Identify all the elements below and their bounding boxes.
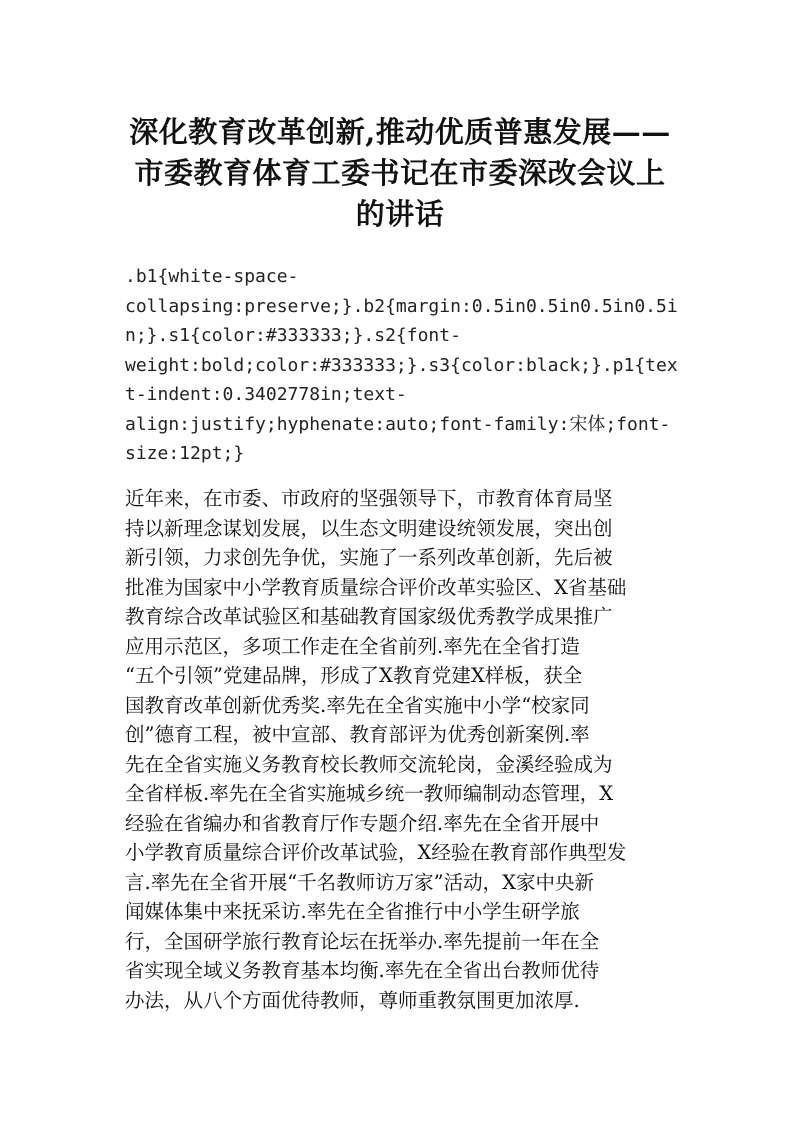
css-line: weight:bold;color:#333333;}.s3{color:black;}.p1{tex	[125, 354, 678, 376]
paragraph-line: 省实现全域义务教育基本均衡.率先在全省出台教师优待	[125, 959, 600, 982]
paragraph-line: 先在全省实施义务教育校长教师交流轮岗，金溪经验成为	[125, 752, 613, 776]
paragraph-line: 行，全国研学旅行教育论坛在抚举办.率先提前一年在全	[125, 929, 600, 953]
title-line: 的讲话	[355, 197, 445, 231]
title-line: 深化教育改革创新,推动优质普惠发展——	[129, 115, 671, 149]
paragraph-line: 批准为国家中小学教育质量综合评价改革实验区、X省基础	[125, 575, 627, 599]
paragraph-line: 持以新理念谋划发展，以生态文明建设统领发展，突出创	[125, 516, 613, 540]
paragraph-line: 经验在省编办和省教育厅作专题介绍.率先在全省开展中	[125, 811, 600, 835]
paragraph-line: “五个引领”党建品牌，形成了X教育党建X样板，获全	[125, 664, 583, 687]
paragraph-line: 国教育改革创新优秀奖.率先在全省实施中小学“校家同	[125, 693, 590, 717]
css-line: collapsing:preserve;}.b2{margin:0.5in0.5in0.5in0.5i	[125, 295, 678, 317]
document-title	[100, 112, 700, 235]
paragraph-line: 小学教育质量综合评价改革试验，X经验在教育部作典型发	[125, 841, 627, 864]
paragraph-line: 闻媒体集中来抚采访.率先在全省推行中小学生研学旅	[125, 900, 580, 923]
css-line: t-indent:0.3402778in;text-	[125, 384, 407, 405]
css-line: .b1{white-space-	[125, 266, 299, 287]
paragraph-line: 教育综合改革试验区和基础教育国家级优秀教学成果推广	[125, 605, 613, 628]
stray-css-text	[125, 262, 685, 469]
paragraph-line: 创”德育工程，被中宣部、教育部评为优秀创新案例.率	[125, 723, 590, 746]
paragraph-line: 全省样板.率先在全省实施城乡统一教师编制动态管理，X	[125, 782, 614, 805]
paragraph-line: 应用示范区，多项工作走在全省前列.率先在全省打造	[125, 634, 580, 658]
css-line: n;}.s1{color:#333333;}.s2{font-	[125, 325, 461, 346]
paragraph-line: 新引领，力求创先争优，实施了一系列改革创新，先后被	[125, 546, 613, 569]
paragraph-line: 近年来，在市委、市政府的坚强领导下，市教育体育局坚	[125, 487, 613, 510]
paragraph-line: 办法，从八个方面优待教师，尊师重教氛围更加浓厚.	[125, 988, 580, 1012]
css-line: size:12pt;}	[125, 443, 245, 464]
paragraph-line: 言.率先在全省开展“千名教师访万家”活动，X家中央新	[125, 870, 595, 894]
title-line: 市委教育体育工委书记在市委深改会议上	[134, 156, 666, 190]
css-line: align:justify;hyphenate:auto;font-family:宋体;font-	[125, 413, 671, 435]
body-paragraph	[125, 484, 685, 1015]
